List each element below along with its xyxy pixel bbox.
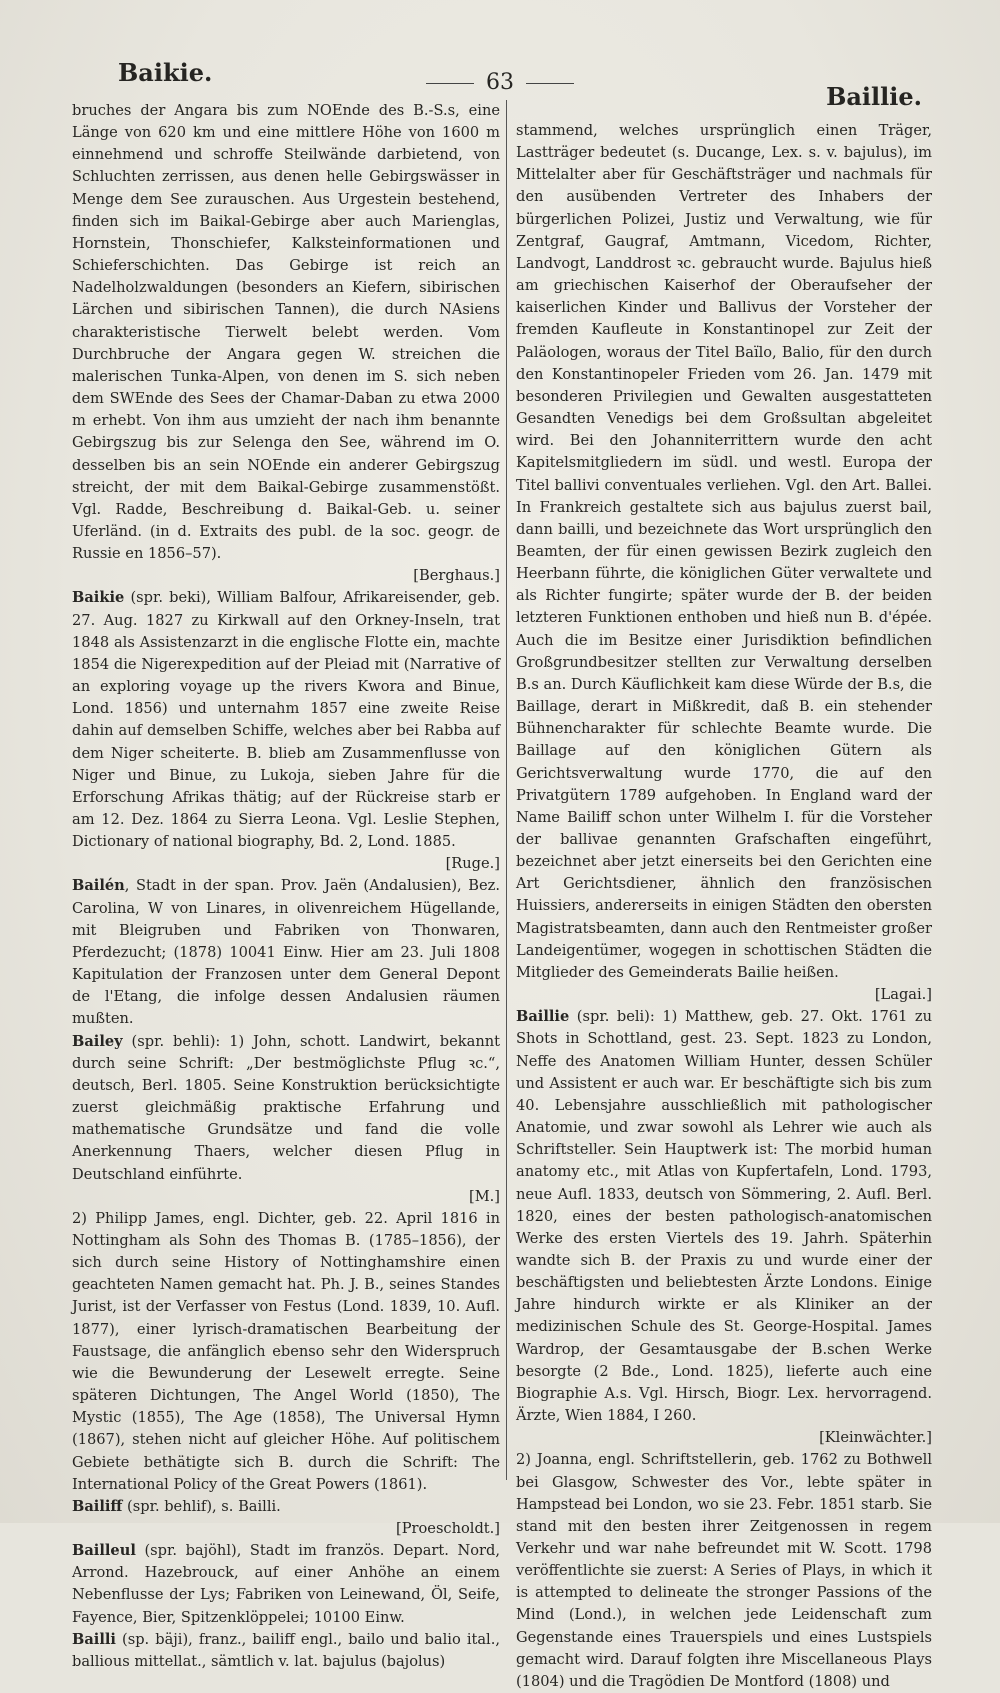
entry-bailey-2 <box>72 1208 500 1496</box>
right-column <box>516 120 932 1693</box>
headword-baikie: Baikie <box>72 589 125 607</box>
headword-bailli: Bailli <box>72 1630 116 1648</box>
left-column <box>72 100 500 1673</box>
signature-proescholdt: [Proescholdt.] <box>396 1520 500 1537</box>
bailey-text: (spr. behli): 1) John, schott. Landwirt, bekannt durch seine Schrift: „Der bestmöglichste Pflug ꝛc.“, deutsch, Berl. 1805. Seine Konstruktion berücksichtigte zuerst gleichmäßig praktische Erfahrung und mathematische Grundsätze und fand die volle Anerkennung Thaers, welcher diesen Pflug in Deutschland einführte. <box>72 1032 500 1183</box>
column-divider <box>506 100 507 1480</box>
bailli-continued-text: stammend, welches ursprünglich einen Träger, Lastträger bedeutet (s. Ducange, Lex. s. v. bajulus), im Mittelalter aber für Geschäftsträger und nachmals für den ausübenden Vertreter des Inhabers der bürgerlichen Polizei, Justiz und Verwaltung, wie für Zentgraf, Gaugraf, Amtmann, Vicedom, Richter, Landvogt, Landdrost ꝛc. gebraucht wurde. Bajulus hieß am griechischen Kaiserhof der Oberaufseher der kaiserlichen Kinder und Ballivus der Vorsteher der fremden Kaufleute in Konstantinopel zur Zeit der Paläologen, woraus der Titel Baïlo, Balio, für den durch den Konstantinopeler Frieden vom 26. Jan. 1479 mit besonderen Privilegien und Gewalten ausgestatteten Gesandten Venedigs bei dem Großsultan abgeleitet wird. Bei den Johanniterrittern wurde den acht Kapitelsmitgliedern im südl. und westl. Europa der Titel ballivi conventuales verliehen. Vgl. den Art. Ballei. In Frankreich gestaltete sich aus bajulus zuerst bail, dann bailli, und bezeichnete das Wort ursprünglich den Beamten, der für einen gewissen Bezirk zugleich den Heerbann führte, die königlichen Güter verwaltete und als Richter fungirte; später wurde der B. der beiden letzteren Funktionen enthoben und hieß nun B. d'épée. Auch die im Besitze einer Jurisdiktion befindlichen Großgrundbesitzer stellten zur Verwaltung derselben B.s an. Durch Käuflichkeit kam diese Würde der B.s, die Baillage, derart in Mißkredit, daß B. ein stehender Bühnencharakter für schlechte Beamte wurde. Die Baillage auf den königlichen Gütern als Gerichtsverwaltung wurde 1770, die auf den Privatgütern 1789 aufgehoben. In England ward der Name Bailiff schon unter Wilhelm I. für die Vorsteher der ballivae genannten Grafschaften eingeführt, bezeichnet aber jetzt einerseits bei den Gerichten eine Art Gerichtsdiener, ähnlich den französischen Huissiers, andererseits in einigen Städten den obersten Magistratsbeamten, dann auch den Rentmeister großer Landeigentümer, wogegen in schottischen Städten die Mitglieder des Gemeinderats Bailie heißen. <box>516 122 932 981</box>
page-number-text: 63 <box>486 70 514 95</box>
headword-bailen: Bailén <box>72 877 125 895</box>
entry-baikie <box>72 587 500 875</box>
baillie-2-text: 2) Joanna, engl. Schriftstellerin, geb. 1762 zu Bothwell bei Glasgow, Schwester des Vor., lebte später in Hampstead bei London, wo sie 23. Febr. 1851 starb. Sie stand mit den besten ihrer Zeitgenossen in regem Verkehr und war nahe befreundet mit W. Scott. 1798 veröffentlichte sie zuerst: A Series of Plays, in which it is attempted to delineate the stronger Passions of the Mind (Lond.), in welchen jede Leidenschaft zum Gegenstande eines Trauerspiels und eines Lustspiels gemacht wird. Darauf folgten ihre Miscellaneous Plays (1804) und die Tragödien De Montford (1808) und <box>516 1451 932 1690</box>
entry-bailey <box>72 1031 500 1208</box>
signature-kleinwaechter: [Kleinwächter.] <box>819 1429 932 1447</box>
baikie-text: (spr. beki), William Balfour, Afrikareisender, geb. 27. Aug. 1827 zu Kirkwall auf den Orkney-Inseln, trat 1848 als Assistenzarzt in die englische Flotte ein, machte 1854 die Nigerexpedition auf der Pleiad mit (Narrative of an exploring voyage up the rivers Kwora and Binue, Lond. 1856) und unternahm 1857 eine zweite Reise dahin auf demselben Schiffe, welches aber bei Rabba auf dem Niger scheiterte. B. blieb am Zusammenflusse von Niger und Binue, zu Lukoja, sieben Jahre für die Erforschung Afrikas thätig; auf der Rückreise starb er am 12. Dez. 1864 zu Sierra Leona. Vgl. Leslie Stephen, Dictionary of national biography, Bd. 2, Lond. 1885. <box>72 589 500 851</box>
entry-baillie <box>516 1006 932 1449</box>
headword-bailiff: Bailiff <box>72 1497 123 1515</box>
header-dash-right <box>526 83 574 84</box>
bailen-text: , Stadt in der span. Prov. Jaën (Andalusien), Bez. Carolina, W von Linares, in olivenreichem Hügellande, mit Bleigruben und Fabriken von Thonwaren, Pferdezucht; (1878) 10041 Einw. Hier am 23. Juli 1808 Kapitulation der Franzosen unter dem General Depont de l'Etang, die infolge dessen Andalusien räumen mußten. <box>72 877 500 1028</box>
headword-bailey: Bailey <box>72 1032 123 1050</box>
entry-bailleul <box>72 1540 500 1629</box>
entry-bailli <box>72 1629 500 1673</box>
bailli-text: (sp. bäji), franz., bailiff engl., bailo und balio ital., ballious mittellat., sämtlich v. lat. bajulus (bajolus) <box>72 1630 500 1670</box>
header-left-keyword: Baikie. <box>118 58 213 87</box>
signature-m: [M.] <box>469 1187 500 1205</box>
bailey-2-text: 2) Philipp James, engl. Dichter, geb. 22. April 1816 in Nottingham als Sohn des Thomas B. (1785–1856), der sich durch seine History of Nottinghamshire einen geachteten Namen gemacht hat. Ph. J. B., seines Standes Jurist, ist der Verfasser von Festus (Lond. 1839, 10. Aufl. 1877), einer lyrisch-dramatischen Bearbeitung der Faustsage, die anfänglich ebenso sehr den Widerspruch wie die Bewunderung der Lesewelt erregte. Seine späteren Dichtungen, The Angel World (1850), The Mystic (1855), The Age (1858), The Universal Hymn (1867), stehen nicht auf gleicher Höhe. Auf politischem Gebiete bethätigte sich B. durch die Schrift: The International Policy of the Great Powers (1861). <box>72 1209 500 1493</box>
signature-ruge: [Ruge.] <box>445 855 500 873</box>
bailleul-text: (spr. bajöhl), Stadt im französ. Depart. Nord, Arrond. Hazebrouck, auf einer Anhöhe an einem Nebenflusse der Lys; Fabriken von Leinewand, Öl, Seife, Fayence, Bier, Spitzenklöppelei; 10100 Einw. <box>72 1542 500 1626</box>
headword-baillie: Baillie <box>516 1008 570 1026</box>
signature-berghaus: [Berghaus.] <box>413 567 500 585</box>
entry-baikalsee-continued <box>72 100 500 587</box>
entry-bailli-continued <box>516 120 932 1006</box>
headword-bailleul: Bailleul <box>72 1542 136 1560</box>
entry-bailiff <box>72 1496 500 1540</box>
signature-lagai: [Lagai.] <box>874 986 932 1004</box>
bailiff-text: (spr. behlif), s. Bailli. <box>122 1497 281 1515</box>
entry-bailen <box>72 875 500 1030</box>
header-dash-left <box>426 83 474 84</box>
baillie-text: (spr. beli): 1) Matthew, geb. 27. Okt. 1761 zu Shots in Schottland, gest. 23. Sept. 1823 zu London, Neffe des Anatomen William Hunter, dessen Schüler und Assistent er auch war. Er beschäftigte sich bis zum 40. Lebensjahre ausschließlich mit pathologischer Anatomie, und zwar sowohl als Lehrer wie auch als Schriftsteller. Sein Hauptwerk ist: The morbid human anatomy etc., mit Atlas von Kupfertafeln, Lond. 1793, neue Aufl. 1833, deutsch von Sömmering, 2. Aufl. Berl. 1820, eines der besten pathologisch-anatomischen Werke des ersten Viertels des 19. Jahrh. Späterhin wandte sich B. der Praxis zu und wurde einer der beschäftigsten und beliebtesten Ärzte Londons. Einige Jahre hindurch wirkte er als Kliniker an der medizinischen Schule des St. George-Hospital. James Wardrop, der Gesamtausgabe der B.schen Werke besorgte (2 Bde., Lond. 1825), lieferte auch eine Biographie A.s. Vgl. Hirsch, Biogr. Lex. hervorragend. Ärzte, Wien 1884, I 260. <box>516 1008 932 1425</box>
header-right-keyword: Baillie. <box>826 82 922 111</box>
entry-baillie-2 <box>516 1449 932 1693</box>
baikalsee-text: bruches der Angara bis zum NOEnde des B.-S.s, eine Länge von 620 km und eine mittlere Höhe von 1600 m einnehmend und schroffe Steilwände darbietend, von Schluchten zerrissen, aus denen helle Gebirgswässer in Menge dem See zurauschen. Aus Urgestein bestehend, finden sich im Baikal-Gebirge aber auch Marienglas, Hornstein, Thonschiefer, Kalksteinformationen und Schieferschichten. Das Gebirge ist reich an Nadelholzwaldungen (besonders an Kiefern, sibirischen Lärchen und sibirischen Tannen), die durch NAsiens charakteristische Tierwelt belebt werden. Vom Durchbruche der Angara gegen W. streichen die malerischen Tunka-Alpen, von denen im S. sich neben dem SWEnde des Sees der Chamar-Daban zu etwa 2000 m erhebt. Von ihm aus umzieht der nach ihm benannte Gebirgszug bis zur Selenga den See, während im O. desselben bis an sein NOEnde ein anderer Gebirgszug streicht, der mit dem Baikal-Gebirge zusammenstößt. Vgl. Radde, Beschreibung d. Baikal-Geb. u. seiner Uferländ. (in d. Extraits des publ. de la soc. geogr. de Russie en 1856–57). <box>72 102 500 563</box>
